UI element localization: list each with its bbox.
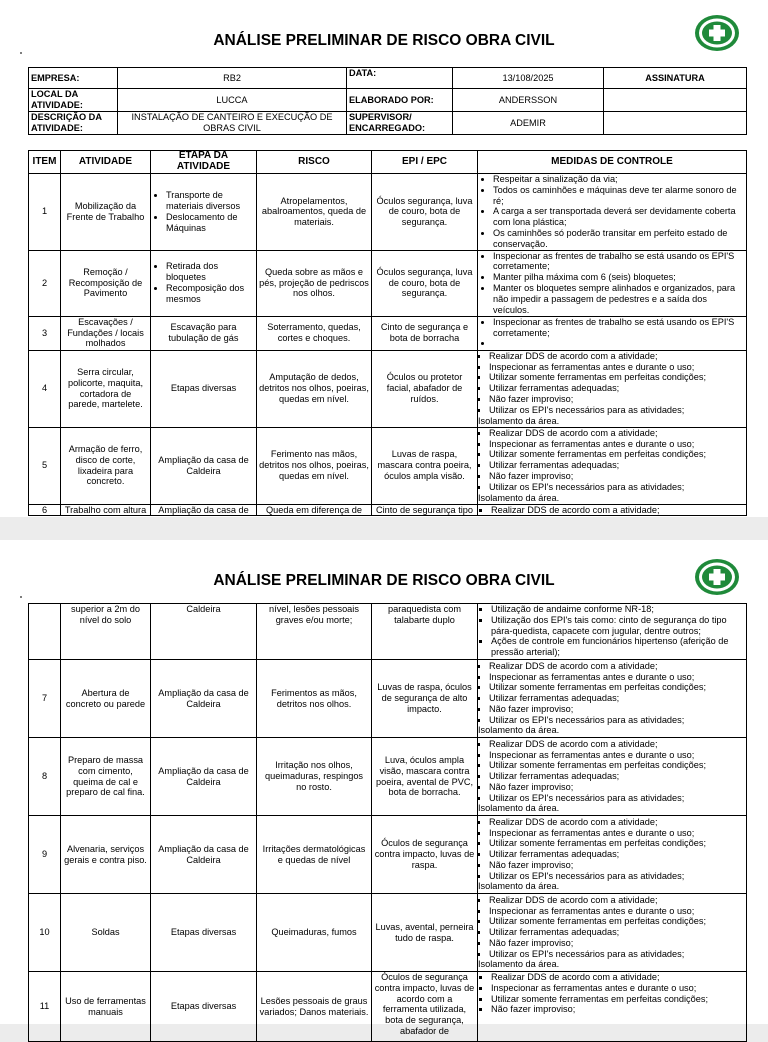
list-item: ▪ Realizar DDS de acordo com a atividade; xyxy=(491,972,744,983)
list-item: • Manter os bloquetes sempre alinhados e organizados, para não impedir a passagem de pedestres e a saída dos veículos. xyxy=(493,283,744,315)
etapa-cell: Ampliação da casa de Caldeira xyxy=(151,738,257,816)
risk-table-2 xyxy=(28,603,747,1042)
list-item: • Inspecionar as frentes de trabalho se está usando os EPI'S corretamente; xyxy=(493,317,744,339)
list-item: ▪ Utilizar ferramentas adequadas; xyxy=(489,849,744,860)
item-number: 5 xyxy=(29,427,61,504)
etapa-cell: Ampliação da casa de xyxy=(151,504,257,516)
epi-cell: Luvas, avental, perneira tudo de raspa. xyxy=(372,894,478,972)
atividade-cell: superior a 2m do nível do solo xyxy=(61,604,151,660)
local-value: LUCCA xyxy=(118,89,347,112)
item-number: 9 xyxy=(29,816,61,894)
medidas-cell xyxy=(478,894,747,972)
list-item: • Respeitar a sinalização da via; xyxy=(493,174,744,185)
list-item: ▪ Não fazer improviso; xyxy=(489,938,744,949)
list-item: ▪ Utilizar os EPI's necessários para as atividades; xyxy=(489,949,744,960)
header-table xyxy=(28,67,747,135)
risco-cell: Queda em diferença de xyxy=(257,504,372,516)
epi-cell: Luva, óculos ampla visão, mascara contra poeira, avental de PVC, bota de borracha. xyxy=(372,738,478,816)
table-row xyxy=(29,427,747,504)
etapa-cell: Etapas diversas xyxy=(151,972,257,1042)
risco-cell: Irritações dermatológicas e quedas de nível xyxy=(257,816,372,894)
list-item: ▪ Não fazer improviso; xyxy=(491,1004,744,1015)
elaborado-value: ANDERSSON xyxy=(453,89,604,112)
medidas-cell xyxy=(478,250,747,316)
item-number xyxy=(29,604,61,660)
assinatura-label: ASSINATURA xyxy=(604,68,747,89)
list-item: ▪ Utilizar somente ferramentas em perfeitas condições; xyxy=(489,838,744,849)
item-number: 3 xyxy=(29,316,61,350)
atividade-cell: Preparo de massa com cimento, queima de cal e preparo de cal fina. xyxy=(61,738,151,816)
epi-cell: Óculos segurança, luva de couro, bota de segurança. xyxy=(372,174,478,251)
empresa-label: EMPRESA: xyxy=(29,68,118,89)
list-item: ▪ Utilizar somente ferramentas em perfeitas condições; xyxy=(489,372,744,383)
list-item: ▪ Não fazer improviso; xyxy=(489,782,744,793)
list-item: ▪ Inspecionar as ferramentas antes e durante o uso; xyxy=(489,362,744,373)
list-item: ▪ Não fazer improviso; xyxy=(489,471,744,482)
descricao-label: DESCRIÇÃO DA ATIVIDADE: xyxy=(29,112,118,135)
list-item: ▪ Realizar DDS de acordo com a atividade; xyxy=(489,351,744,362)
table-row xyxy=(29,504,747,516)
list-item: ▪ Inspecionar as ferramentas antes e durante o uso; xyxy=(489,828,744,839)
medidas-cell xyxy=(478,350,747,427)
etapa-cell: Etapas diversas xyxy=(151,894,257,972)
table-row xyxy=(29,604,747,660)
epi-cell: Óculos de segurança contra impacto, luvas de acordo com a ferramenta utilizada, bota de segurança, abafador de xyxy=(372,972,478,1042)
medidas-cell xyxy=(478,604,747,660)
list-item: ▪ Realizar DDS de acordo com a atividade; xyxy=(489,428,744,439)
etapa-cell: Etapas diversas xyxy=(151,350,257,427)
atividade-cell: Mobilização da Frente de Trabalho xyxy=(61,174,151,251)
list-item: ▪ Utilização dos EPI's tais como: cinto de segurança do tipo pára-quedista, capacete com jugular, dentre outros; xyxy=(491,615,744,637)
supervisor-label: SUPERVISOR/ ENCARREGADO: xyxy=(347,112,453,135)
list-item: • Os caminhões só poderão transitar em perfeito estado de conservação. xyxy=(493,228,744,250)
safety-logo-icon xyxy=(694,14,740,52)
list-item: ▪ Utilizar ferramentas adequadas; xyxy=(489,771,744,782)
risco-cell: Soterramento, quedas, cortes e choques. xyxy=(257,316,372,350)
risco-cell: Queda sobre as mãos e pés, projeção de pedriscos nos olhos. xyxy=(257,250,372,316)
atividade-cell: Uso de ferramentas manuais xyxy=(61,972,151,1042)
list-item: • Retirada dos bloquetes xyxy=(166,261,254,283)
list-item: ▪ Utilizar somente ferramentas em perfeitas condições; xyxy=(489,449,744,460)
page-2 xyxy=(0,540,768,1036)
col-etapa: ETAPA DA ATIVIDADE xyxy=(151,151,257,174)
item-number: 1 xyxy=(29,174,61,251)
list-item: ▪ Realizar DDS de acordo com a atividade; xyxy=(489,895,744,906)
etapa-cell xyxy=(151,174,257,251)
list-item: • Manter pilha máxima com 6 (seis) bloquetes; xyxy=(493,272,744,283)
list-item: ▪ Realizar DDS de acordo com a atividade; xyxy=(491,505,744,516)
epi-cell: Luvas de raspa, óculos de segurança de alto impacto. xyxy=(372,660,478,738)
risco-cell: Queimaduras, fumos xyxy=(257,894,372,972)
list-item: ▪ Utilização de andaime conforme NR-18; xyxy=(491,604,744,615)
list-item: ▪ Inspecionar as ferramentas antes e durante o uso; xyxy=(489,750,744,761)
list-item: • A carga a ser transportada deverá ser devidamente coberta com lona plástica; xyxy=(493,206,744,228)
medidas-cell xyxy=(478,316,747,350)
item-number: 4 xyxy=(29,350,61,427)
list-item: ▪ Inspecionar as ferramentas antes e durante o uso; xyxy=(489,906,744,917)
list-item: ▪ Ações de controle em funcionários hipertenso (aferição de pressão arterial); xyxy=(491,636,744,658)
col-medidas: MEDIDAS DE CONTROLE xyxy=(478,151,747,174)
list-item: ▪ Realizar DDS de acordo com a atividade; xyxy=(489,661,744,672)
etapa-cell: Ampliação da casa de Caldeira xyxy=(151,660,257,738)
list-item: ▪ Inspecionar as ferramentas antes e durante o uso; xyxy=(491,983,744,994)
data-value: 13/108/2025 xyxy=(453,68,604,89)
epi-cell: Luvas de raspa, mascara contra poeira, óculos ampla visão. xyxy=(372,427,478,504)
list-item: ▪ Utilizar ferramentas adequadas; xyxy=(489,927,744,938)
local-label: LOCAL DA ATIVIDADE: xyxy=(29,89,118,112)
epi-cell: Óculos de segurança contra impacto, luvas de raspa. xyxy=(372,816,478,894)
list-item: ▪ Utilizar somente ferramentas em perfeitas condições; xyxy=(489,682,744,693)
isolamento-text: Isolamento da área. xyxy=(478,725,560,736)
empresa-value: RB2 xyxy=(118,68,347,89)
list-item: ▪ Inspecionar as ferramentas antes e durante o uso; xyxy=(489,672,744,683)
atividade-cell: Abertura de concreto ou parede xyxy=(61,660,151,738)
isolamento-text: Isolamento da área. xyxy=(478,881,560,892)
isolamento-text: Isolamento da área. xyxy=(478,415,560,426)
risk-table-1 xyxy=(28,150,747,516)
list-item: ▪ Utilizar os EPI's necessários para as atividades; xyxy=(489,482,744,493)
table-row xyxy=(29,972,747,1042)
col-atividade: ATIVIDADE xyxy=(61,151,151,174)
col-item: ITEM xyxy=(29,151,61,174)
etapa-cell: Escavação para tubulação de gás xyxy=(151,316,257,350)
medidas-cell xyxy=(478,738,747,816)
list-item: • Recomposição dos mesmos xyxy=(166,283,254,305)
list-item: ▪ Utilizar os EPI's necessários para as atividades; xyxy=(489,405,744,416)
item-number: 8 xyxy=(29,738,61,816)
list-item: ▪ Utilizar somente ferramentas em perfeitas condições; xyxy=(491,994,744,1005)
item-number: 10 xyxy=(29,894,61,972)
medidas-cell xyxy=(478,427,747,504)
medidas-cell xyxy=(478,972,747,1042)
item-number: 7 xyxy=(29,660,61,738)
medidas-cell xyxy=(478,174,747,251)
etapa-cell: Ampliação da casa de Caldeira xyxy=(151,816,257,894)
safety-logo-icon xyxy=(694,558,740,596)
epi-cell: paraquedista com talabarte duplo xyxy=(372,604,478,660)
assinatura-cell xyxy=(604,112,747,135)
supervisor-value: ADEMIR xyxy=(453,112,604,135)
list-item: ▪ Realizar DDS de acordo com a atividade; xyxy=(489,739,744,750)
col-risco: RISCO xyxy=(257,151,372,174)
assinatura-cell xyxy=(604,89,747,112)
list-item: ▪ Inspecionar as ferramentas antes e durante o uso; xyxy=(489,439,744,450)
epi-cell: Cinto de segurança e bota de borracha xyxy=(372,316,478,350)
isolamento-text: Isolamento da área. xyxy=(478,492,560,503)
etapa-cell: Ampliação da casa de Caldeira xyxy=(151,427,257,504)
list-item: • Todos os caminhões e máquinas deve ter alarme sonoro de ré; xyxy=(493,185,744,207)
table-row xyxy=(29,894,747,972)
list-item: ▪ Realizar DDS de acordo com a atividade; xyxy=(489,817,744,828)
data-label: DATA: xyxy=(347,68,453,89)
col-epi: EPI / EPC xyxy=(372,151,478,174)
atividade-cell: Escavações / Fundações / locais molhados xyxy=(61,316,151,350)
item-number: 2 xyxy=(29,250,61,316)
atividade-cell: Trabalho com altura xyxy=(61,504,151,516)
list-item: • Transporte de materiais diversos xyxy=(166,190,254,212)
list-item: ▪ Utilizar os EPI's necessários para as atividades; xyxy=(489,871,744,882)
medidas-cell xyxy=(478,660,747,738)
list-item: ▪ Utilizar os EPI's necessários para as atividades; xyxy=(489,715,744,726)
atividade-cell: Armação de ferro, disco de corte, lixadeira para concreto. xyxy=(61,427,151,504)
atividade-cell: Alvenaria, serviços gerais e contra piso. xyxy=(61,816,151,894)
list-item: • Inspecionar as frentes de trabalho se está usando os EPI'S corretamente; xyxy=(493,251,744,273)
isolamento-text: Isolamento da área. xyxy=(478,803,560,814)
list-item: ▪ Utilizar ferramentas adequadas; xyxy=(489,693,744,704)
etapa-cell xyxy=(151,250,257,316)
atividade-cell: Soldas xyxy=(61,894,151,972)
atividade-cell: Serra circular, policorte, maquita, cortadora de parede, martelete. xyxy=(61,350,151,427)
list-item: ▪ Utilizar os EPI's necessários para as atividades; xyxy=(489,793,744,804)
list-item: ▪ Utilizar ferramentas adequadas; xyxy=(489,460,744,471)
isolamento-text: Isolamento da área. xyxy=(478,959,560,970)
list-item: ▪ Não fazer improviso; xyxy=(489,394,744,405)
table-row xyxy=(29,660,747,738)
elaborado-label: ELABORADO POR: xyxy=(347,89,453,112)
table-row xyxy=(29,316,747,350)
list-item: ▪ Utilizar somente ferramentas em perfeitas condições; xyxy=(489,760,744,771)
table-row xyxy=(29,816,747,894)
page-title: ANÁLISE PRELIMINAR DE RISCO OBRA CIVIL xyxy=(213,572,555,589)
risco-cell: Ferimentos as mãos, detritos nos olhos. xyxy=(257,660,372,738)
table-row xyxy=(29,174,747,251)
table-row xyxy=(29,738,747,816)
risco-cell: Amputação de dedos, detritos nos olhos, poeiras, quedas em nível. xyxy=(257,350,372,427)
atividade-cell: Remoção / Recomposição de Pavimento xyxy=(61,250,151,316)
risco-cell: Atropelamentos, abalroamentos, queda de materiais. xyxy=(257,174,372,251)
item-number: 6 xyxy=(29,504,61,516)
list-item xyxy=(493,338,744,349)
risco-cell: Irritação nos olhos, queimaduras, respingos no rosto. xyxy=(257,738,372,816)
list-item: ▪ Não fazer improviso; xyxy=(489,860,744,871)
table-row xyxy=(29,350,747,427)
epi-cell: Óculos segurança, luva de couro, bota de segurança. xyxy=(372,250,478,316)
epi-cell: Cinto de segurança tipo xyxy=(372,504,478,516)
list-item: ▪ Não fazer improviso; xyxy=(489,704,744,715)
risco-cell: nível, lesões pessoais graves e/ou morte; xyxy=(257,604,372,660)
list-item: ▪ Utilizar somente ferramentas em perfeitas condições; xyxy=(489,916,744,927)
descricao-value: INSTALAÇÃO DE CANTEIRO E EXECUÇÃO DE OBRAS CIVIL xyxy=(118,112,347,135)
page-1 xyxy=(0,0,768,517)
list-item: ▪ Utilizar ferramentas adequadas; xyxy=(489,383,744,394)
risco-cell: Ferimento nas mãos, detritos nos olhos, poeiras, quedas em nível. xyxy=(257,427,372,504)
epi-cell: Óculos ou protetor facial, abafador de ruídos. xyxy=(372,350,478,427)
medidas-cell xyxy=(478,816,747,894)
item-number: 11 xyxy=(29,972,61,1042)
list-item: • Deslocamento de Máquinas xyxy=(166,212,254,234)
page-title: ANÁLISE PRELIMINAR DE RISCO OBRA CIVIL xyxy=(213,32,555,49)
risco-cell: Lesões pessoais de graus variados; Danos materiais. xyxy=(257,972,372,1042)
etapa-cell: Caldeira xyxy=(151,604,257,660)
medidas-cell xyxy=(478,504,747,516)
table-row xyxy=(29,250,747,316)
